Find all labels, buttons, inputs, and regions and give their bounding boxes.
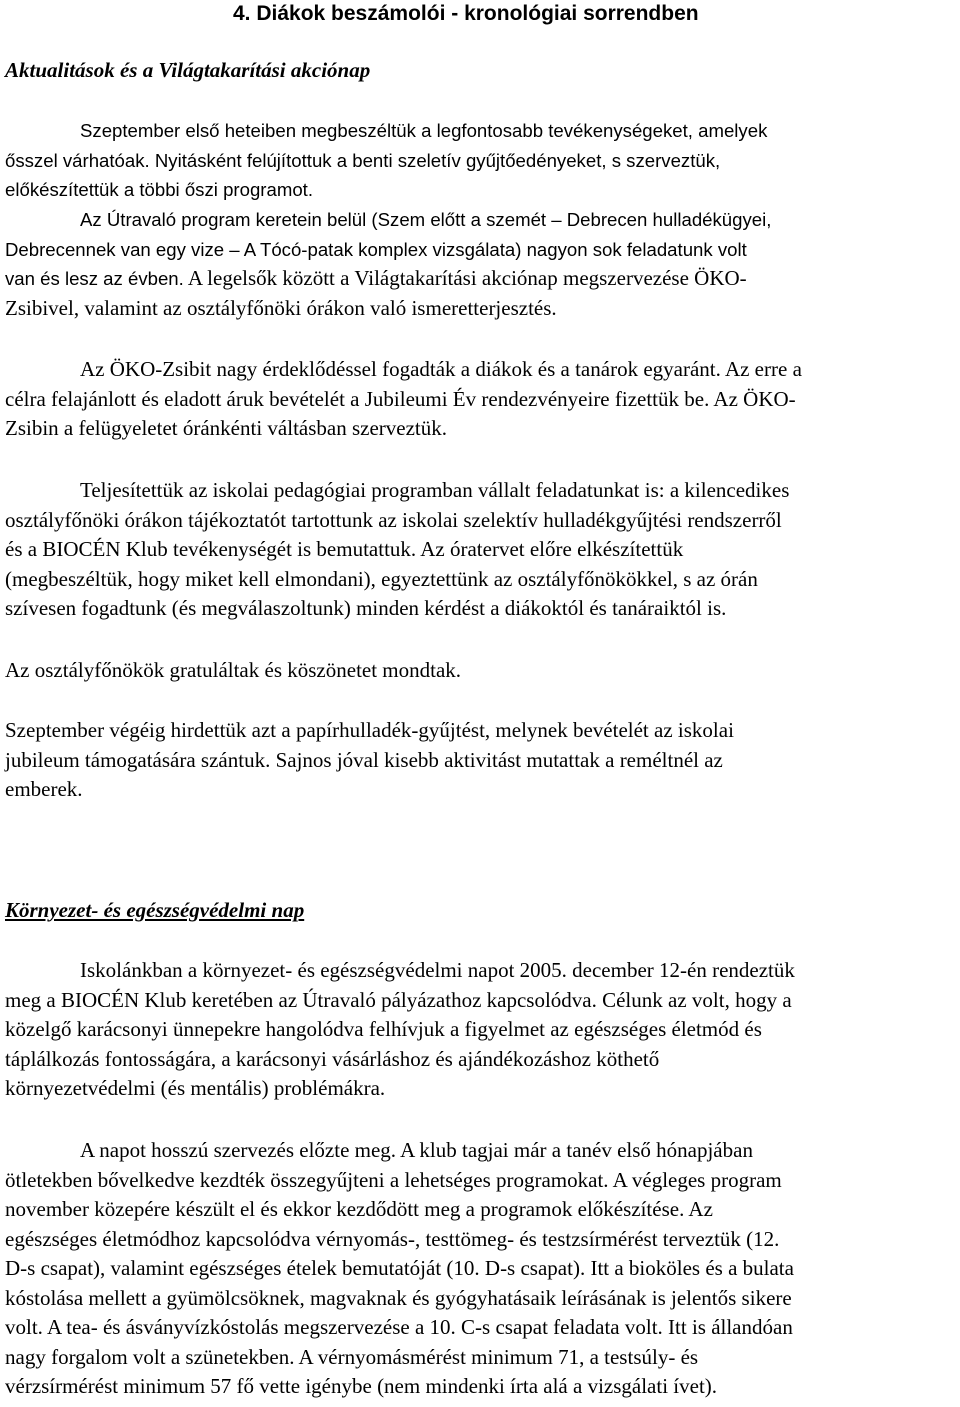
- text-run: célra felajánlott és eladott áruk bevételét a Jubileumi Év rendezvényeire fizettük be.: [5, 386, 710, 411]
- text-line: [5, 264, 955, 294]
- text-line: kóstolása mellett a gyümölcsöknek, magvaknak és gyógyhatásaik leírásának is jelentős sikere: [5, 1285, 792, 1310]
- text-line: környezetvédelmi (és mentális) problémákra.: [5, 1076, 386, 1100]
- text-line: jubileum támogatására szántuk. Sajnos jóval kisebb aktivitást mutattak a reméltnél az: [5, 747, 723, 772]
- text-line: és a BIOCÉN Klub tevékenységét is bemutattuk. Az óratervet előre elkészítettük: [5, 537, 684, 561]
- paragraph-paper-collection: [5, 716, 955, 805]
- text-line: volt. A tea- és ásványvízkóstolás megszervezése a 10. C-s csapat feladata volt. Itt is állandóan: [5, 1315, 793, 1339]
- paragraph-september-plans: [5, 116, 955, 205]
- text-line: szívesen fogadtunk (és megválaszoltunk) minden kérdést a diákoktól és tanáraiktól is.: [5, 596, 727, 620]
- text-line: (megbeszéltük, hogy miket kell elmondani), egyeztettünk az osztályfőnökökkel, s az órán: [5, 566, 758, 591]
- paragraph-thanks: [5, 656, 955, 686]
- text-line: nagy forgalom volt a szünetekben. A vérnyomásmérést minimum 71, a testsúly- és: [5, 1344, 699, 1369]
- paragraph-health-day-organization: [5, 1136, 955, 1402]
- text-line: Iskolánkban a környezet- és egészségvédelmi napot 2005. december 12-én rendeztük: [80, 958, 795, 982]
- text-line: Az osztályfőnökök gratuláltak és köszönetet mondtak.: [5, 658, 462, 682]
- paragraph-utravalo-program: [5, 205, 955, 323]
- text-line: [5, 385, 955, 415]
- text-line: A napot hosszú szervezés előzte meg. A klub tagjai már a tanév első hónapjában: [80, 1138, 753, 1162]
- section-title-world-cleanup: Aktualitások és a Világtakarítási akciónap: [5, 58, 371, 82]
- text-line: Teljesítettük az iskolai pedagógiai programban vállalt feladatunkat is: a kilencedikes: [80, 478, 790, 502]
- text-line: táplálkozás fontosságára, a karácsonyi vásárláshoz és ajándékozáshoz köthető: [5, 1046, 660, 1071]
- text-line: [5, 355, 955, 385]
- text-line: osztályfőnöki órákon tájékoztatót tartottunk az iskolai szelektív hulladékgyűjtési rendszerről: [5, 507, 782, 532]
- text-run: Az ÖKO-Zsibit nagy érdeklődéssel fogadták a diákok és a tanárok egyaránt.: [80, 357, 721, 381]
- page-heading: 4. Diákok beszámolói - kronológiai sorrendben: [233, 2, 699, 25]
- text-line: D-s csapat), valamint egészséges ételek bemutatóját (10. D-s csapat). Itt a bioköles és a bulata: [5, 1256, 794, 1280]
- text-run: Az erre a: [720, 357, 802, 381]
- text-run: A legelsők között a Világtakarítási akciónap megszervezése ÖKO-: [183, 266, 747, 290]
- text-line: Az Útravaló program keretein belül (Szem előtt a szemét – Debrecen hulladékügyei,: [80, 209, 772, 230]
- text-line: egészséges életmódhoz kapcsolódva vérnyomás-, testtömeg- és testzsírmérést terveztük (12.: [5, 1226, 780, 1251]
- section-title-health-day: Környezet- és egészségvédelmi nap: [5, 898, 305, 922]
- paragraph-oko-zsibi: [5, 355, 955, 444]
- text-run: Az ÖKO-: [709, 386, 796, 411]
- text-line: Zsibin a felügyeletet óránkénti váltásban szerveztük.: [5, 416, 447, 440]
- text-line: emberek.: [5, 777, 83, 801]
- text-line: meg a BIOCÉN Klub keretében az Útravaló pályázathoz kapcsolódva. Célunk az volt, hogy a: [5, 987, 792, 1012]
- paragraph-health-day-intro: [5, 956, 955, 1104]
- text-line: Szeptember első heteiben megbeszéltük a legfontosabb tevékenységeket, amelyek: [80, 120, 768, 141]
- text-line: Szeptember végéig hirdettük azt a papírhulladék-gyűjtést, melynek bevételét az iskolai: [5, 718, 734, 742]
- text-line: Zsibivel, valamint az osztályfőnöki órákon való ismeretterjesztés.: [5, 295, 557, 320]
- text-line: Debrecennek van egy vize – A Tócó-patak komplex vizsgálata) nagyon sok feladatunk volt: [5, 238, 747, 260]
- text-run: van és lesz az évben.: [5, 268, 184, 289]
- text-line: vérzsírmérést minimum 57 fő vette igénybe (nem mindenki írta alá a vizsgálati ívet).: [5, 1374, 718, 1398]
- text-line: november közepére készült el és ekkor kezdődött meg a programok előkészítése. Az: [5, 1197, 713, 1221]
- paragraph-class-lessons: [5, 476, 955, 624]
- text-line: ötletekben bővelkedve kezdték összegyűjteni a lehetséges programokat. A végleges program: [5, 1167, 782, 1192]
- text-line: ősszel várhatóak. Nyitásként felújítottuk a benti szeletív gyűjtőedényeket, s szerveztük,: [5, 149, 721, 171]
- text-line: előkészítettük a többi őszi programot.: [5, 179, 313, 200]
- text-line: közelgő karácsonyi ünnepekre hangolódva felhívjuk a figyelmet az egészséges életmód és: [5, 1017, 762, 1041]
